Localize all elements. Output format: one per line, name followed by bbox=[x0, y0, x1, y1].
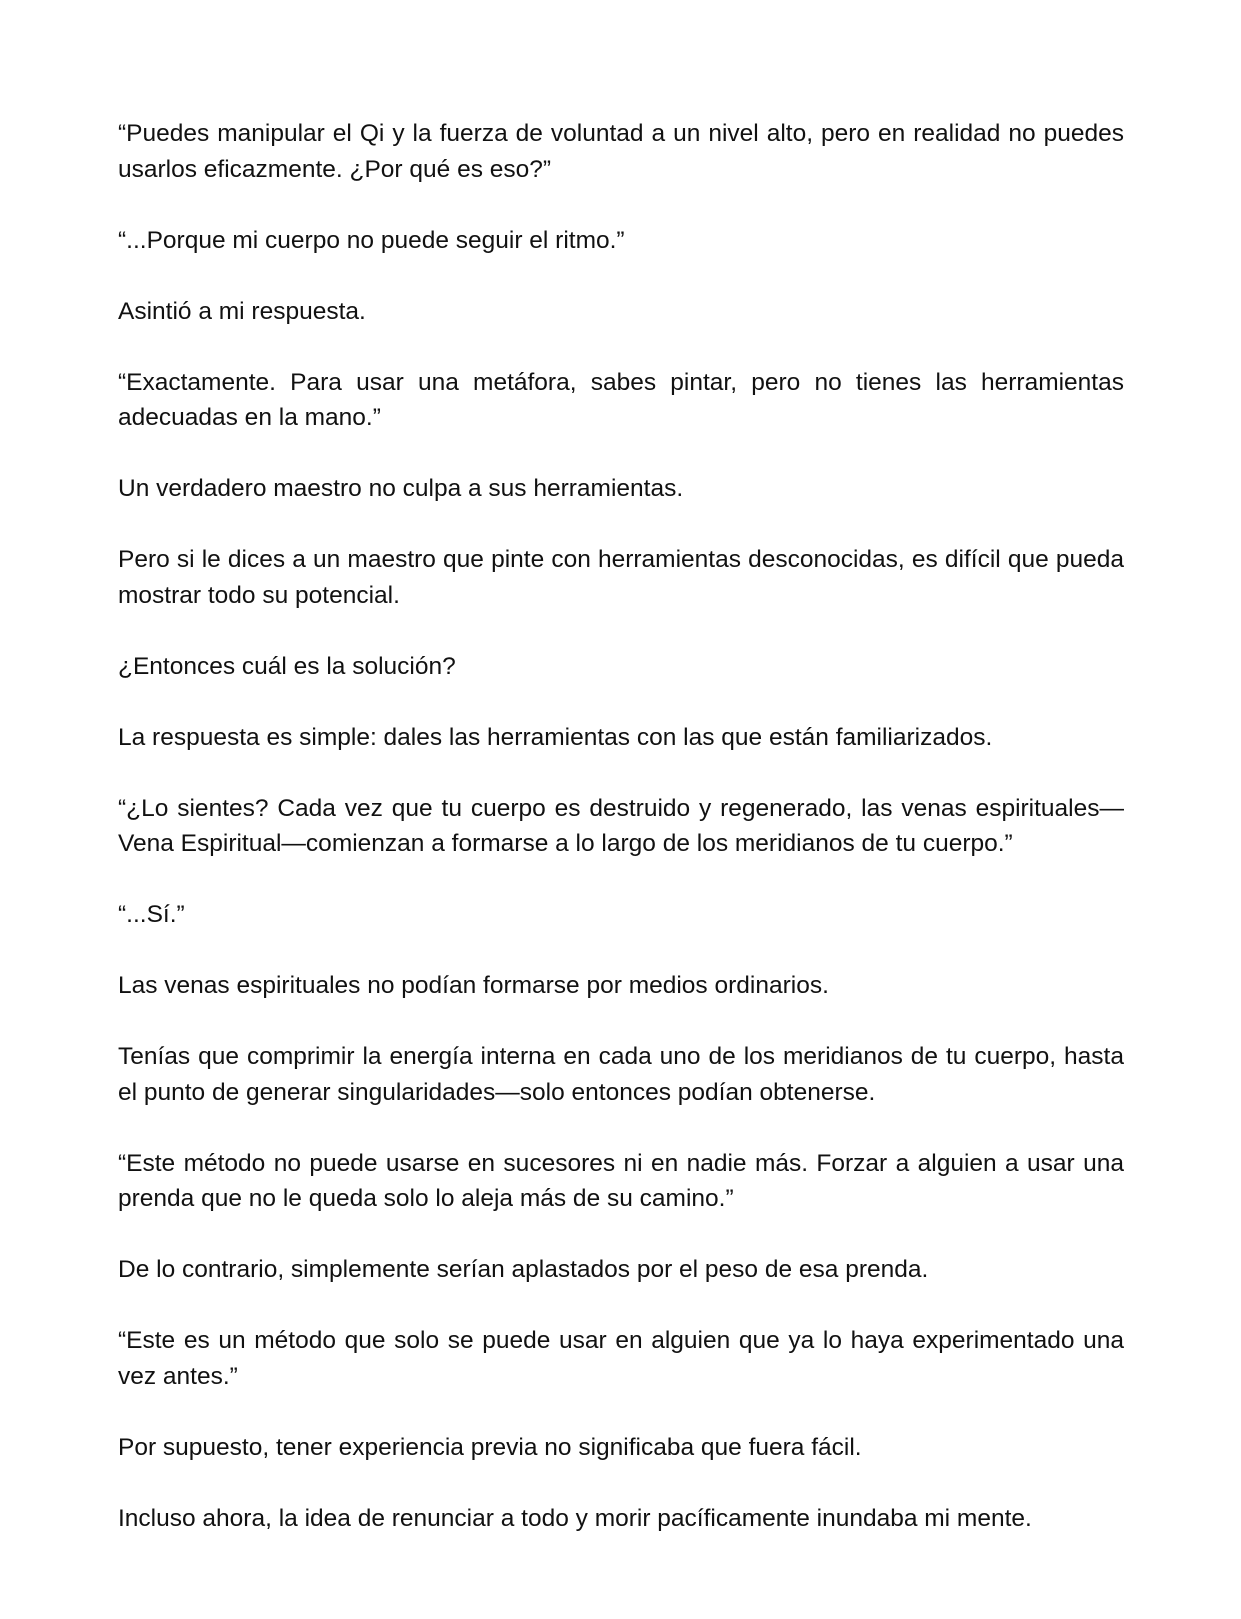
paragraph: Por supuesto, tener experiencia previa no significaba que fuera fácil. bbox=[118, 1433, 862, 1461]
paragraph: De lo contrario, simplemente serían aplastados por el peso de esa prenda. bbox=[118, 1256, 929, 1283]
paragraph: “...Sí.” bbox=[118, 901, 185, 928]
paragraph: “Este es un método que solo se puede usar en alguien que ya lo haya experimentado una vez antes.” bbox=[118, 1327, 1124, 1390]
document-page bbox=[118, 116, 1124, 1536]
paragraph: Tenías que comprimir la energía interna en cada uno de los meridianos de tu cuerpo, hasta el punto de generar singularidades—solo entonces podían obtenerse. bbox=[118, 1043, 1124, 1106]
paragraph: La respuesta es simple: dales las herramientas con las que están familiarizados. bbox=[118, 723, 993, 751]
paragraph: Las venas espirituales no podían formarse por medios ordinarios. bbox=[118, 972, 829, 999]
paragraph: Un verdadero maestro no culpa a sus herramientas. bbox=[118, 475, 684, 502]
paragraph: Incluso ahora, la idea de renunciar a todo y morir pacíficamente inundaba mi mente. bbox=[118, 1504, 1032, 1532]
paragraph: “...Porque mi cuerpo no puede seguir el ritmo.” bbox=[118, 226, 625, 254]
paragraph: “Puedes manipular el Qi y la fuerza de voluntad a un nivel alto, pero en realidad no puedes usarlos eficazmente. ¿Por qué es eso?” bbox=[118, 120, 1124, 183]
paragraph: “Exactamente. Para usar una metáfora, sabes pintar, pero no tienes las herramientas adecuadas en la mano.” bbox=[118, 368, 1124, 431]
paragraph: ¿Entonces cuál es la solución? bbox=[118, 652, 456, 680]
paragraph: “Este método no puede usarse en sucesores ni en nadie más. Forzar a alguien a usar una prenda que no le queda solo lo aleja más de su camino.” bbox=[118, 1149, 1124, 1212]
paragraph: Pero si le dices a un maestro que pinte con herramientas desconocidas, es difícil que pueda mostrar todo su potencial. bbox=[118, 546, 1124, 609]
paragraph: “¿Lo sientes? Cada vez que tu cuerpo es destruido y regenerado, las venas espirituales—Vena Espiritual—comienzan a formarse a lo largo de los meridianos de tu cuerpo.” bbox=[118, 794, 1124, 857]
paragraph: Asintió a mi respuesta. bbox=[118, 297, 366, 325]
